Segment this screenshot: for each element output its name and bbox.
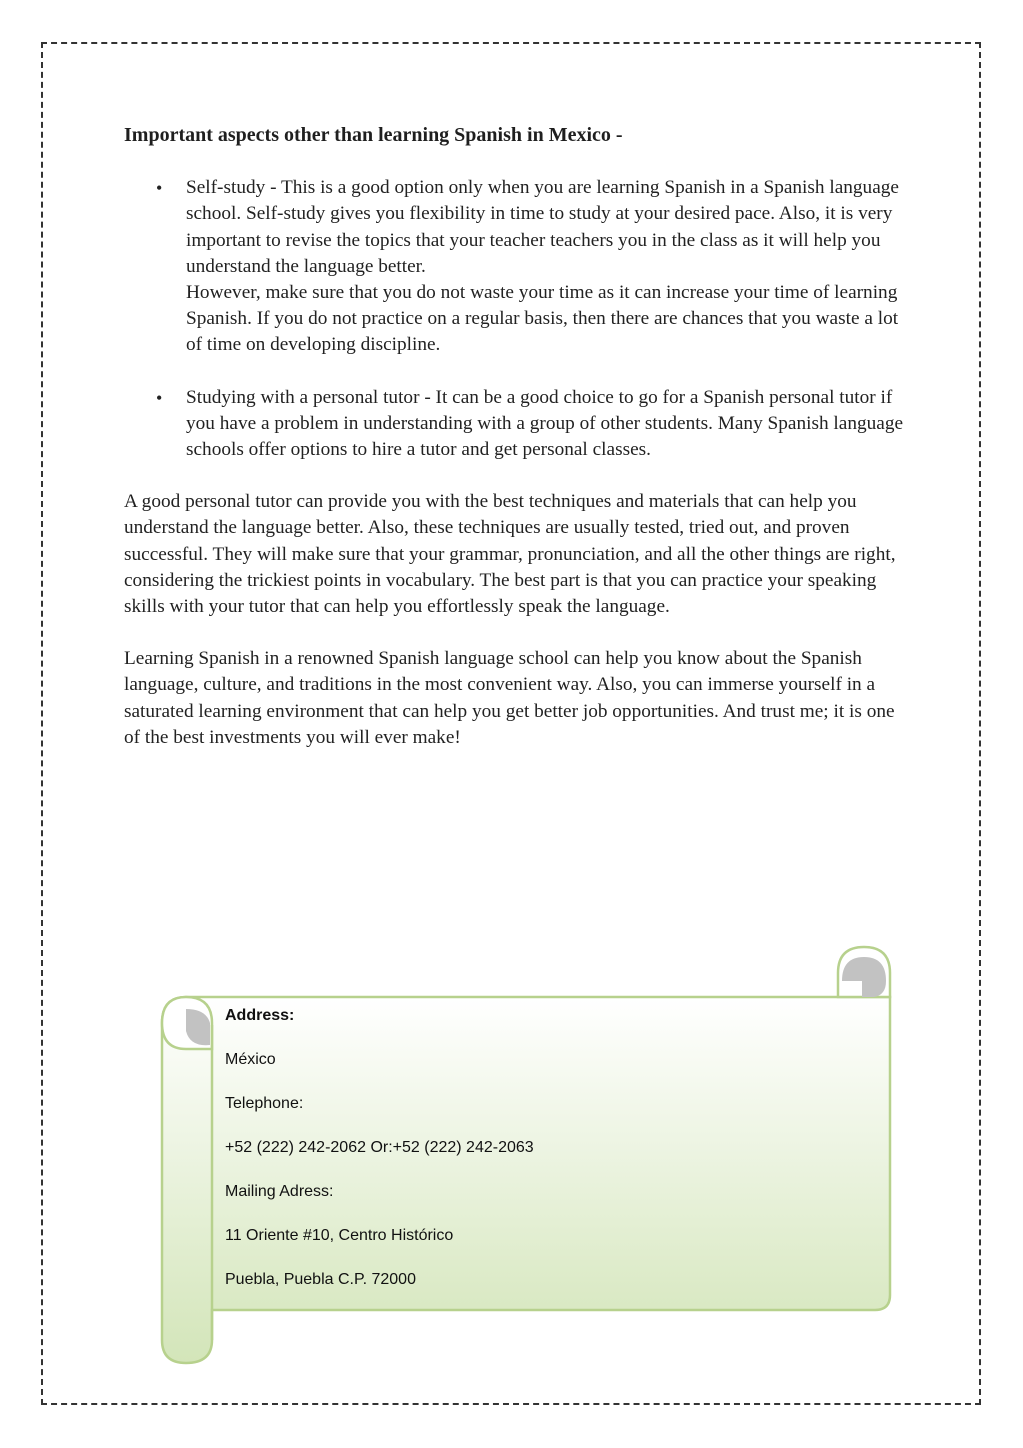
personal-tutor-text: • Studying with a personal tutor - It can be a good choice to go for a Spanish personal tutor if you have a problem in understanding with a group of other students. Many Spanish language schools offer options to hire a tutor and get personal classes. bbox=[186, 386, 904, 461]
document-body bbox=[124, 122, 904, 777]
paragraph-tutor-benefits: A good personal tutor can provide you with the best techniques and materials that can help you understand the language better. Also, these techniques are usually tested, tried out, and proven successful. They will make sure that your grammar, pronunciation, and all the other things are right, considering the trickiest points in vocabulary. The best part is that you can practice your speaking skills with your tutor that can help you effortlessly speak the language. bbox=[124, 491, 896, 618]
country-text: México bbox=[225, 1051, 276, 1068]
address-label: Address: bbox=[225, 1007, 295, 1024]
mailing-label: Mailing Adress: bbox=[225, 1183, 334, 1200]
address-block bbox=[225, 1004, 825, 1312]
paragraph-conclusion: Learning Spanish in a renowned Spanish language school can help you know about the Spanish language, culture, and traditions in the most convenient way. Also, you can immerse yourself in a saturated learning environment that can help you get better job opportunities. And trust me; it is one of the best investments you will ever make! bbox=[124, 648, 895, 748]
city-address: Puebla, Puebla C.P. 72000 bbox=[225, 1271, 416, 1288]
list-item-personal-tutor bbox=[186, 385, 904, 464]
street-address: 11 Oriente #10, Centro Histórico bbox=[225, 1227, 454, 1244]
telephone-label: Telephone: bbox=[225, 1095, 304, 1112]
bullet-list bbox=[124, 175, 904, 463]
telephone-numbers: +52 (222) 242-2062 Or:+52 (222) 242-2063 bbox=[225, 1139, 534, 1156]
self-study-text-continued: However, make sure that you do not waste your time as it can increase your time of learning Spanish. If you do not practice on a regular basis, then there are chances that you waste a lot of time on developing discipline. bbox=[186, 282, 899, 356]
self-study-text: • Self-study - This is a good option only when you are learning Spanish in a Spanish language school. Self-study gives you flexibility in time to study at your desired pace. Also, it is very important to revise the topics that your teacher teachers you in the class as it will help you understand the language better. bbox=[186, 177, 899, 277]
list-item-self-study bbox=[186, 175, 904, 358]
section-heading: Important aspects other than learning Spanish in Mexico - bbox=[124, 124, 623, 146]
